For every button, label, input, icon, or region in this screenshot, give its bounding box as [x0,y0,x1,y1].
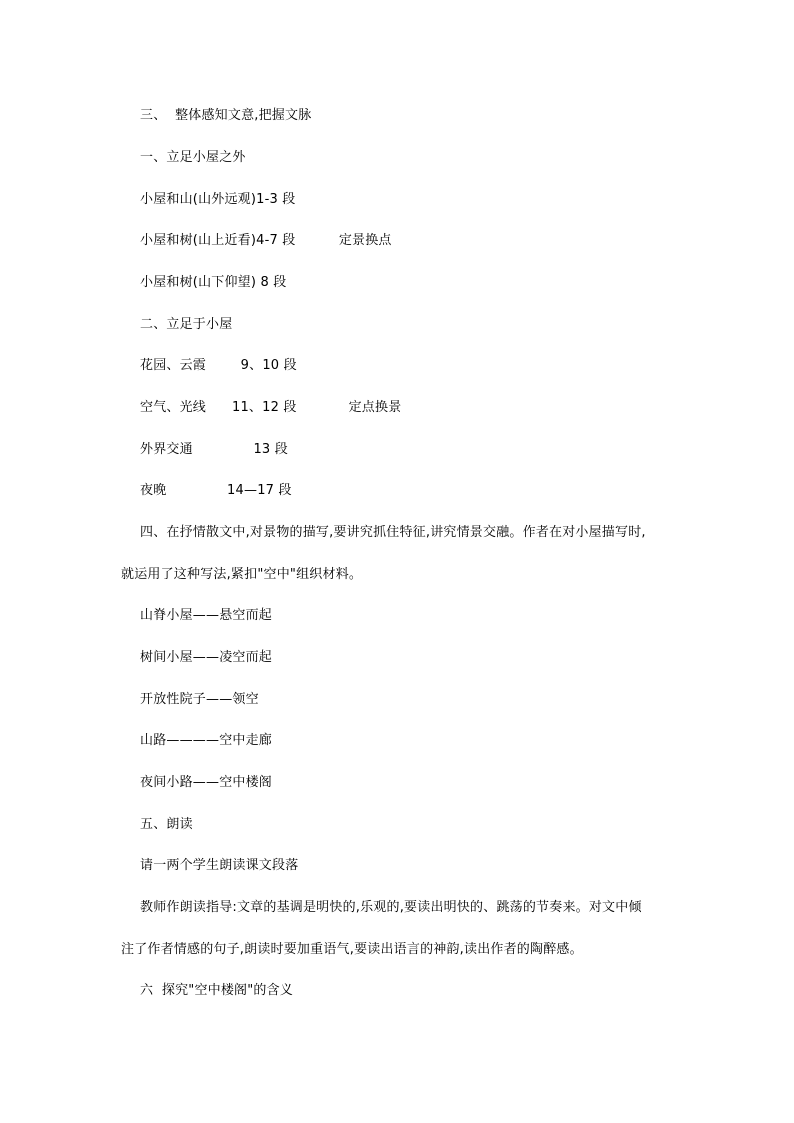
subheading-outside-cabin: 一、立足小屋之外 [140,150,246,165]
text-line: 开放性院子——领空 [140,692,259,707]
text-line: 外界交通 13 段 [140,442,288,457]
text-line: 空气、光线 11、12 段 定点换景 [140,400,402,415]
text-line: 夜晚 14—17 段 [140,483,292,498]
text-line: 小屋和树(山上近看)4-7 段 定景换点 [140,233,392,248]
text-line: 山脊小屋——悬空而起 [140,608,273,623]
section-heading-4: 四、在抒情散文中,对景物的描写,要讲究抓住特征,讲究情景交融。作者在对小屋描写时, [140,525,646,540]
section-heading-3: 三、 整体感知文意,把握文脉 [140,108,312,123]
paragraph-continuation: 注了作者情感的句子,朗读时要加重语气,要读出语言的神韵,读出作者的陶醉感。 [121,942,583,957]
text-line: 小屋和山(山外远观)1-3 段 [140,192,296,207]
text-line: 请一两个学生朗读课文段落 [140,858,299,873]
section-heading-6: 六 探究"空中楼阁"的含义 [140,983,294,998]
paragraph-reading-guidance: 教师作朗读指导:文章的基调是明快的,乐观的,要读出明快的、跳荡的节奏来。对文中倾 [140,900,642,915]
subheading-in-cabin: 二、立足于小屋 [140,317,233,332]
text-line: 花园、云霞 9、10 段 [140,358,297,373]
text-line: 山路————空中走廊 [140,733,273,748]
text-line: 树间小屋——凌空而起 [140,650,273,665]
section-heading-5: 五、朗读 [140,817,193,832]
text-line: 小屋和树(山下仰望) 8 段 [140,275,287,290]
text-line: 夜间小路——空中楼阁 [140,775,273,790]
paragraph-continuation: 就运用了这种写法,紧扣"空中"组织材料。 [121,567,363,582]
